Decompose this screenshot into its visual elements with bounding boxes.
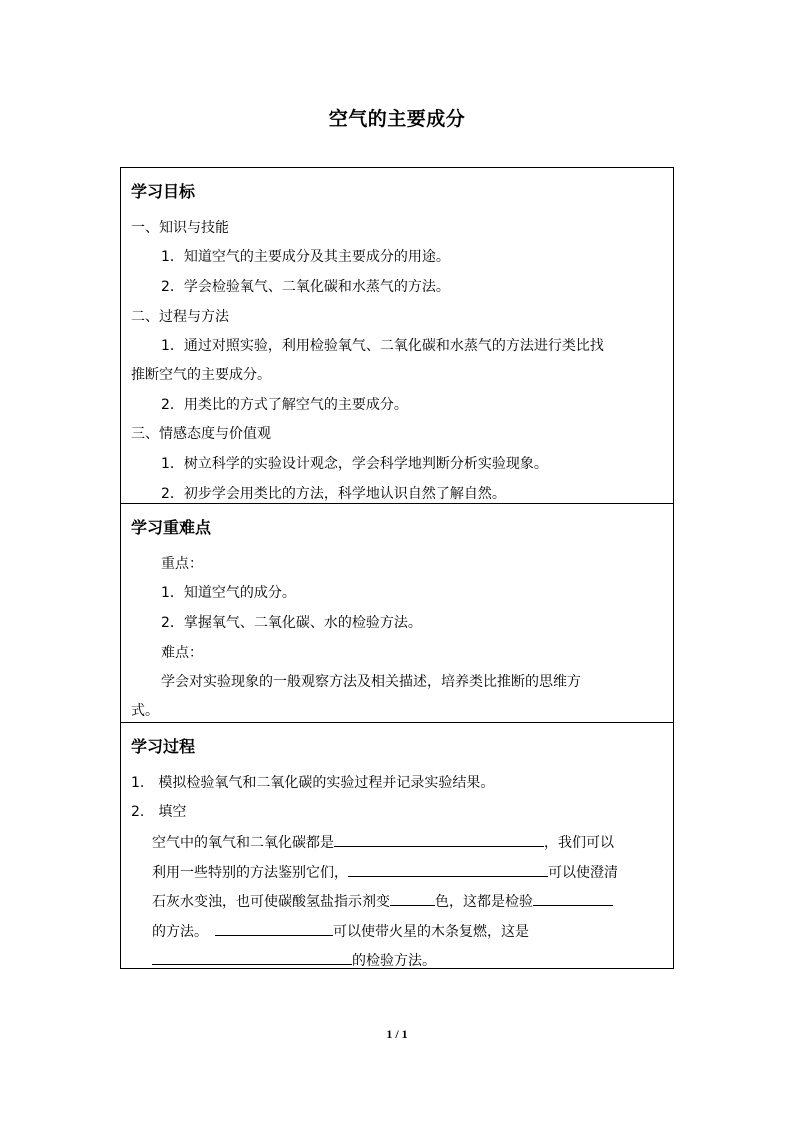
answer-blank[interactable] [348, 861, 548, 877]
attitude-values-heading: 三、情感态度与价值观 [131, 426, 271, 442]
objectives-section [121, 168, 673, 503]
list-item-continuation: 推断空气的主要成分。 [131, 367, 271, 383]
fill-line-3 [152, 890, 613, 912]
process-item-2 [131, 802, 186, 822]
fill-text: 色，这都是检验 [435, 894, 533, 910]
answer-blank[interactable] [334, 831, 544, 847]
fill-text: 空气中的氧气和二氧化碳都是 [152, 835, 334, 851]
process-heading: 学习过程 [131, 737, 196, 756]
list-item: 1．通过对照实验，利用检验氧气、二氧化碳和水蒸气的方法进行类比找 [161, 338, 604, 354]
fill-line-1 [152, 831, 614, 853]
list-item: 1．树立科学的实验设计观念，学会科学地判断分析实验现象。 [161, 456, 548, 472]
list-item: 2．初步学会用类比的方法，科学地认识自然了解自然。 [161, 486, 506, 502]
list-item: 2．用类比的方式了解空气的主要成分。 [161, 397, 408, 413]
fill-text: 的方法。 [152, 924, 208, 940]
process-section [121, 722, 673, 968]
fill-text: 石灰水变浊，也可使碳酸氢盐指示剂变 [152, 894, 390, 910]
list-item: 1．知道空气的成分。 [161, 585, 296, 601]
fill-text: ，我们可以 [544, 835, 614, 851]
difficulties-heading: 学习重难点 [131, 518, 212, 537]
difficulties-section [121, 503, 673, 722]
page-title: 空气的主要成分 [328, 108, 466, 130]
process-method-heading: 二、过程与方法 [131, 309, 229, 325]
key-points-label: 重点： [161, 556, 203, 572]
page-number: 1 / 1 [386, 1027, 408, 1041]
answer-blank[interactable] [152, 949, 352, 965]
difficult-points-label: 难点： [161, 645, 203, 661]
process-item-1 [131, 773, 494, 793]
fill-text: 的检验方法。 [352, 953, 436, 968]
fill-text: 可以使澄清 [548, 865, 618, 881]
answer-blank[interactable] [215, 920, 333, 936]
knowledge-skills-heading: 一、知识与技能 [131, 220, 229, 236]
objectives-heading: 学习目标 [131, 182, 196, 201]
fill-line-5 [152, 949, 436, 968]
worksheet-table [120, 167, 674, 969]
answer-blank[interactable] [390, 890, 435, 906]
difficult-points-text: 学会对实验现象的一般观察方法及相关描述，培养类比推断的思维方 [161, 674, 581, 690]
answer-blank[interactable] [533, 890, 613, 906]
difficult-points-continuation: 式。 [131, 703, 159, 719]
item-number: 1. [131, 775, 145, 791]
item-text: 模拟检验氧气和二氧化碳的实验过程并记录实验结果。 [158, 775, 495, 791]
fill-line-2 [152, 861, 618, 883]
fill-text: 利用一些特别的方法鉴别它们， [152, 865, 348, 881]
item-number: 2. [131, 804, 145, 820]
list-item: 1．知道空气的主要成分及其主要成分的用途。 [161, 249, 450, 265]
fill-line-4 [152, 920, 529, 942]
item-text: 填空 [158, 804, 187, 820]
fill-text: 可以使带火星的木条复燃，这是 [333, 924, 529, 940]
list-item: 2．掌握氧气、二氧化碳、水的检验方法。 [161, 615, 422, 631]
list-item: 2．学会检验氧气、二氧化碳和水蒸气的方法。 [161, 279, 450, 295]
